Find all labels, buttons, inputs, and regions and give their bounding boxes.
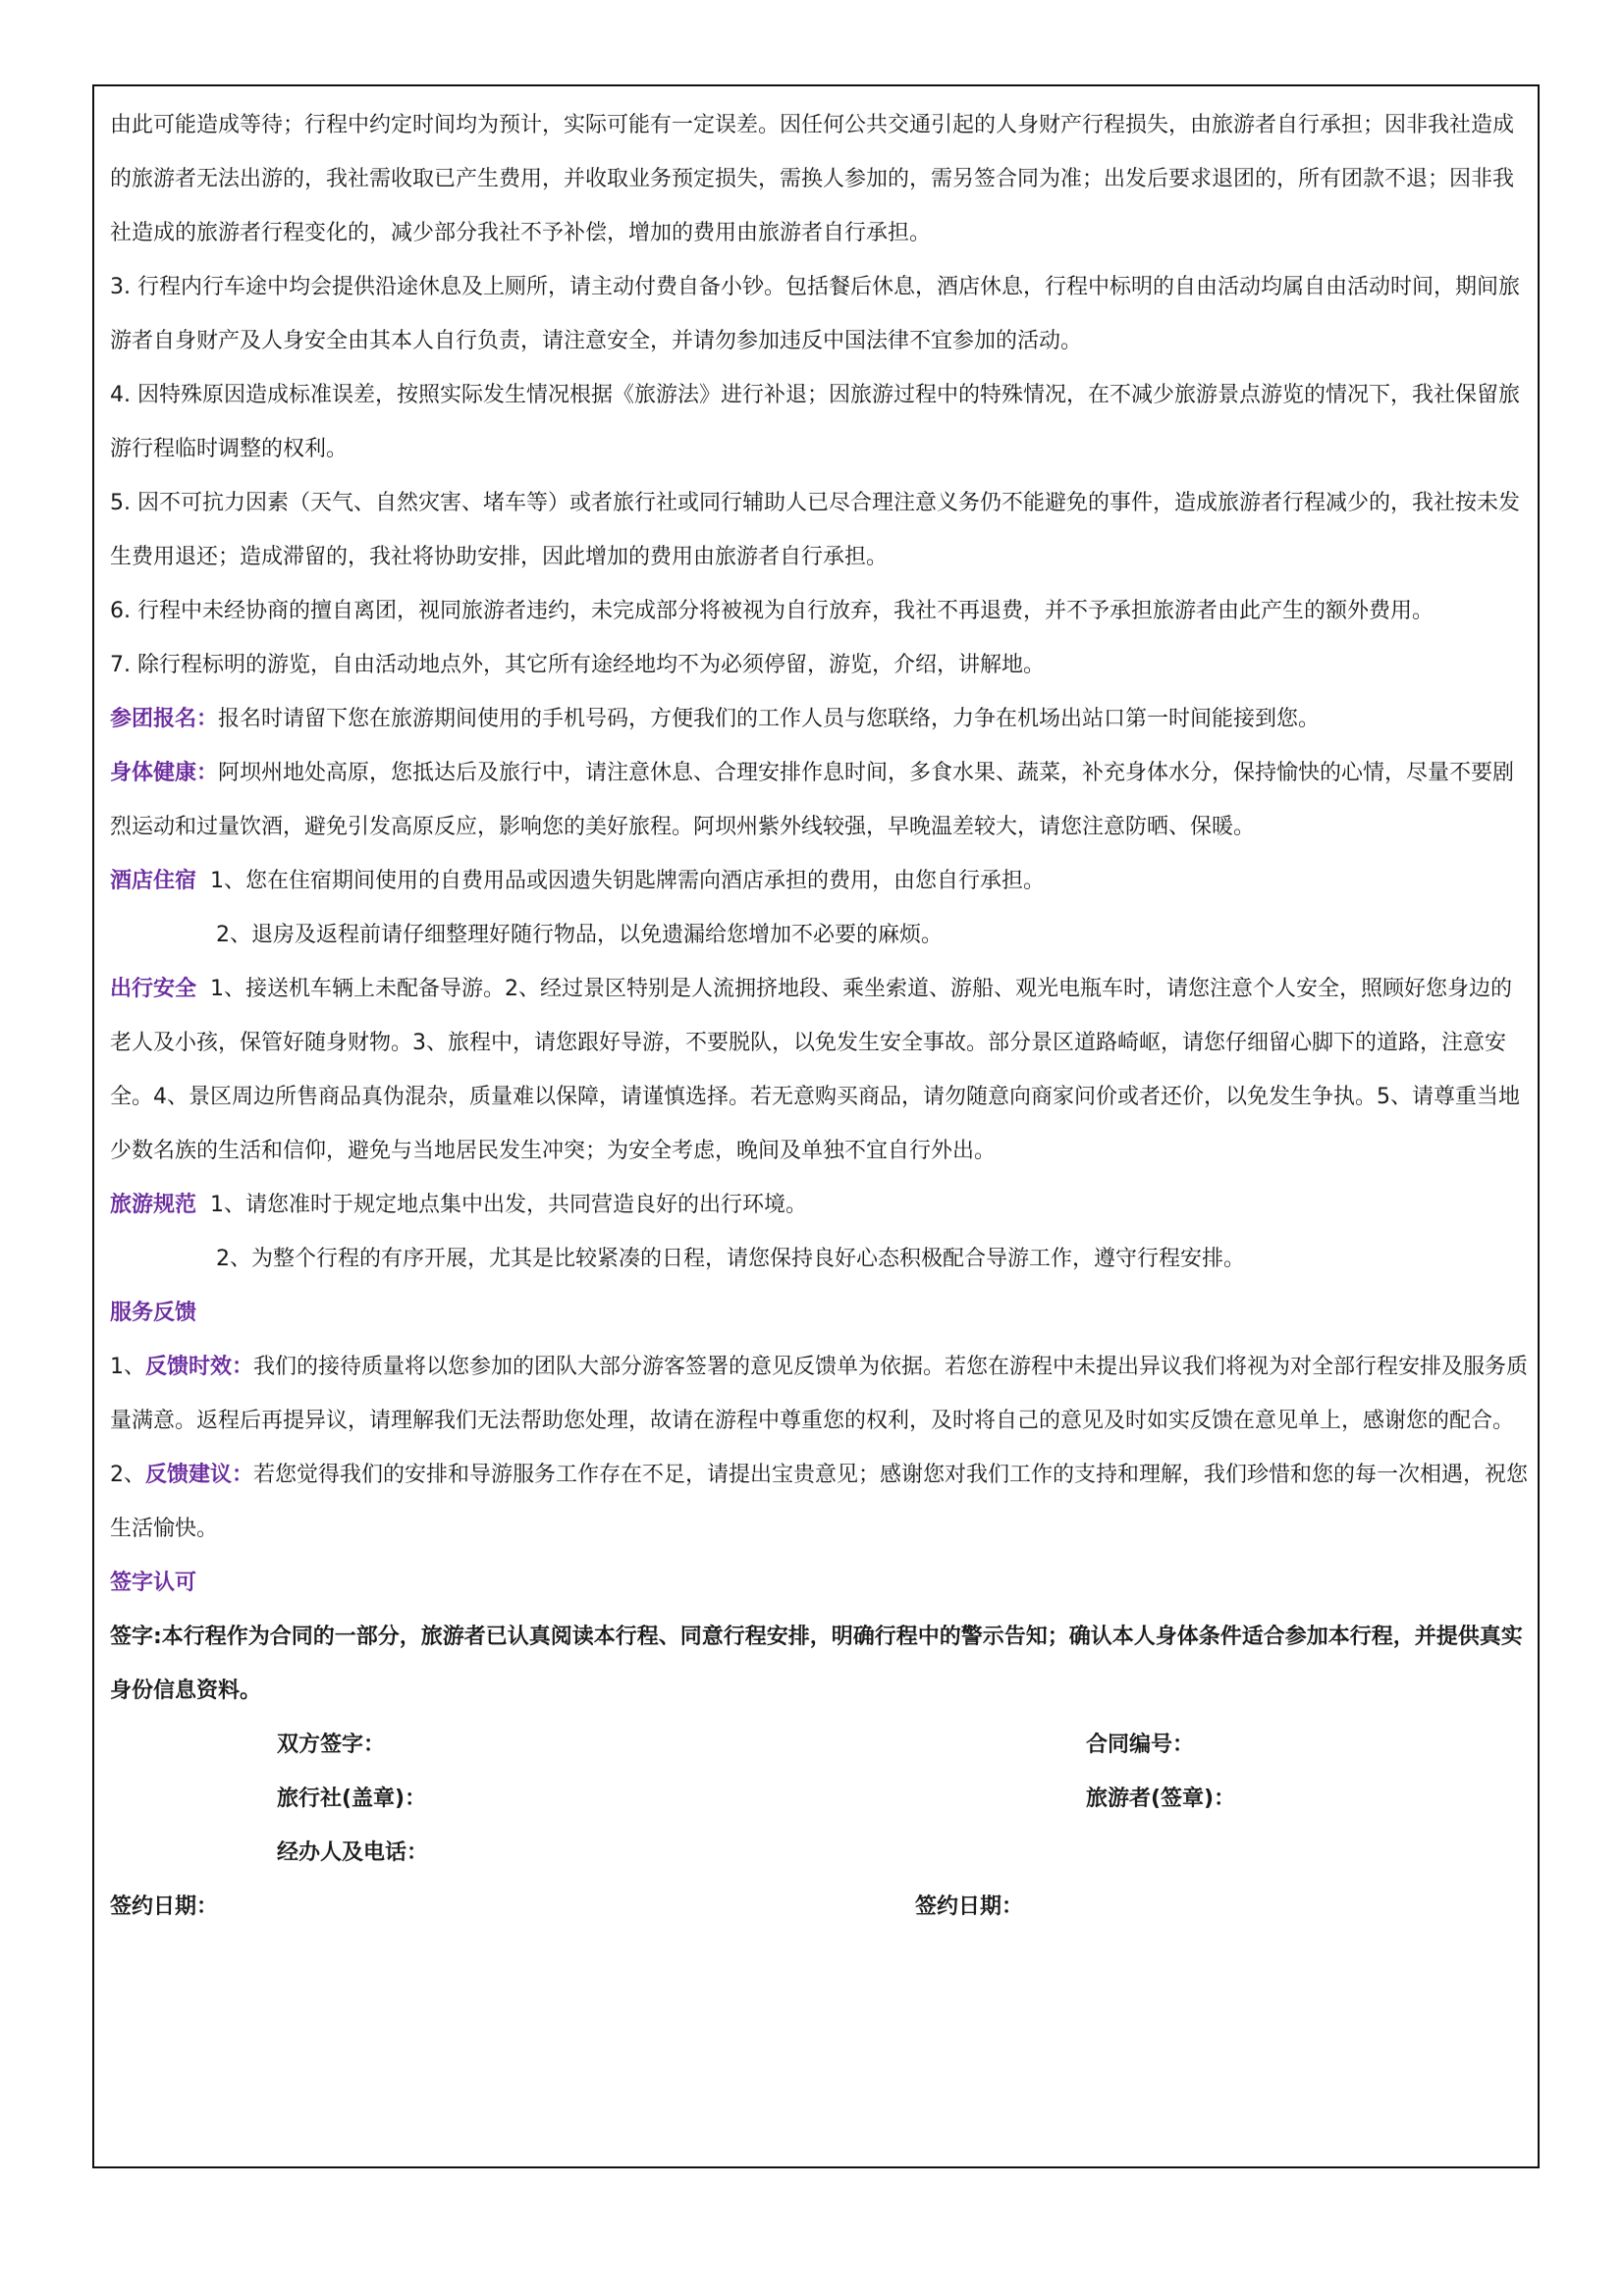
health-text: 阿坝州地处高原，您抵达后及旅行中，请注意休息、合理安排作息时间，多食水果、蔬菜，补充身体水分，保持愉快的心情，尽量不要剧烈运动和过量饮酒，避免引发高原反应，影响您的美好旅程。阿坝州紫外线较强，早晚温差较大，请您注意防晒、保暖。 xyxy=(110,761,1515,839)
feedback-item-1-label: 反馈时效： xyxy=(145,1355,254,1379)
tourist-sign-label: 旅游者(签章)： xyxy=(1086,1787,1236,1811)
hotel-section xyxy=(110,854,1530,908)
notes-item-3: 3. 行程内行车途中均会提供沿途休息及上厕所，请主动付费自备小钞。包括餐后休息，酒店休息，行程中标明的自由活动均属自由活动时间，期间旅游者自身财产及人身安全由其本人自行负责，请注意安全，并请勿参加违反中国法律不宜参加的活动。 xyxy=(110,275,1520,353)
signup-section xyxy=(110,692,1530,746)
sign-row-4 xyxy=(110,1880,1530,1934)
agency-seal-label: 旅行社(盖章)： xyxy=(277,1787,427,1811)
hotel-item-2: 2、退房及返程前请仔细整理好随行物品，以免遗漏给您增加不必要的麻烦。 xyxy=(216,923,943,947)
feedback-item-1-prefix: 1、 xyxy=(110,1355,145,1379)
sign-heading: 签字认可 xyxy=(110,1571,197,1595)
notes-paragraph: 由此可能造成等待；行程中约定时间均为预计，实际可能有一定误差。因任何公共交通引起的人身财产行程损失，由旅游者自行承担；因非我社造成的旅游者无法出游的，我社需收取已产生费用，并收取业务预定损失，需换人参加的，需另签合同为准；出发后要求退团的，所有团款不退；因非我社造成的旅游者行程变化的，减少部分我社不予补偿，增加的费用由旅游者自行承担。 xyxy=(110,113,1515,245)
rules-item-1: 1、请您准时于规定地点集中出发，共同营造良好的出行环境。 xyxy=(210,1193,808,1217)
sign-row-1 xyxy=(110,1718,1530,1772)
agent-phone-label: 经办人及电话： xyxy=(277,1841,429,1865)
hotel-item-1: 1、您在住宿期间使用的自费用品或因遗失钥匙牌需向酒店承担的费用，由您自行承担。 xyxy=(210,869,1046,893)
notes-item-7: 7. 除行程标明的游览，自由活动地点外，其它所有途经地均不为必须停留，游览，介绍，讲解地。 xyxy=(110,653,1045,677)
safety-section xyxy=(110,962,1530,1178)
notes-item-4: 4. 因特殊原因造成标准误差，按照实际发生情况根据《旅游法》进行补退；因旅游过程中的特殊情况，在不减少旅游景点游览的情况下，我社保留旅游行程临时调整的权利。 xyxy=(110,383,1520,461)
both-sign-label: 双方签字： xyxy=(277,1733,386,1757)
sign-row-3 xyxy=(110,1826,1530,1880)
feedback-item-2-prefix: 2、 xyxy=(110,1463,145,1487)
notes-item-5: 5. 因不可抗力因素（天气、自然灾害、堵车等）或者旅行社或同行辅助人已尽合理注意义务仍不能避免的事件，造成旅游者行程减少的，我社按未发生费用退还；造成滞留的，我社将协助安排，因此增加的费用由旅游者自行承担。 xyxy=(110,491,1520,569)
hotel-label: 酒店住宿 xyxy=(110,869,197,893)
feedback-heading: 服务反馈 xyxy=(110,1301,197,1325)
rules-item-2: 2、为整个行程的有序开展，尤其是比较紧凑的日程，请您保持良好心态积极配合导游工作，遵守行程安排。 xyxy=(216,1247,1246,1271)
safety-label: 出行安全 xyxy=(110,977,197,1001)
feedback-item-1-text: 我们的接待质量将以您参加的团队大部分游客签署的意见反馈单为依据。若您在游程中未提出异议我们将视为对全部行程安排及服务质量满意。返程后再提异议，请理解我们无法帮助您处理，故请在游程中尊重您的权利，及时将自己的意见及时如实反馈在意见单上，感谢您的配合。 xyxy=(110,1355,1529,1433)
safety-text: 1、接送机车辆上未配备导游。2、经过景区特别是人流拥挤地段、乘坐索道、游船、观光电瓶车时，请您注意个人安全，照顾好您身边的老人及小孩，保管好随身财物。3、旅程中，请您跟好导游，不要脱队，以免发生安全事故。部分景区道路崎岖，请您仔细留心脚下的道路，注意安全。4、景区周边所售商品真伪混杂，质量难以保障，请谨慎选择。若无意购买商品，请勿随意向商家问价或者还价，以免发生争执。5、请尊重当地少数名族的生活和信仰，避免与当地居民发生冲突；为安全考虑，晚间及单独不宜自行外出。 xyxy=(110,977,1520,1163)
feedback-item-1 xyxy=(110,1340,1530,1448)
feedback-item-2 xyxy=(110,1448,1530,1556)
sign-row-2 xyxy=(110,1772,1530,1826)
health-label: 身体健康： xyxy=(110,761,219,785)
feedback-item-2-label: 反馈建议： xyxy=(145,1463,254,1487)
feedback-item-2-text: 若您觉得我们的安排和导游服务工作存在不足，请提出宝贵意见；感谢您对我们工作的支持和理解，我们珍惜和您的每一次相遇，祝您生活愉快。 xyxy=(110,1463,1529,1541)
notes-item-6: 6. 行程中未经协商的擅自离团，视同旅游者违约，未完成部分将被视为自行放弃，我社不再退费，并不予承担旅游者由此产生的额外费用。 xyxy=(110,599,1434,623)
signup-label: 参团报名： xyxy=(110,707,219,731)
rules-section xyxy=(110,1178,1530,1232)
contract-no-label: 合同编号： xyxy=(1086,1733,1195,1757)
health-section xyxy=(110,746,1530,854)
sign-date-right: 签约日期： xyxy=(915,1895,1024,1919)
sign-statement: 签字:本行程作为合同的一部分，旅游者已认真阅读本行程、同意行程安排，明确行程中的警示告知；确认本人身体条件适合参加本行程，并提供真实身份信息资料。 xyxy=(110,1625,1523,1703)
signup-text: 报名时请留下您在旅游期间使用的手机号码，方便我们的工作人员与您联络，力争在机场出站口第一时间能接到您。 xyxy=(218,707,1321,731)
document-body xyxy=(110,98,1530,1934)
rules-label: 旅游规范 xyxy=(110,1193,197,1217)
sign-date-left: 签约日期： xyxy=(110,1895,219,1919)
